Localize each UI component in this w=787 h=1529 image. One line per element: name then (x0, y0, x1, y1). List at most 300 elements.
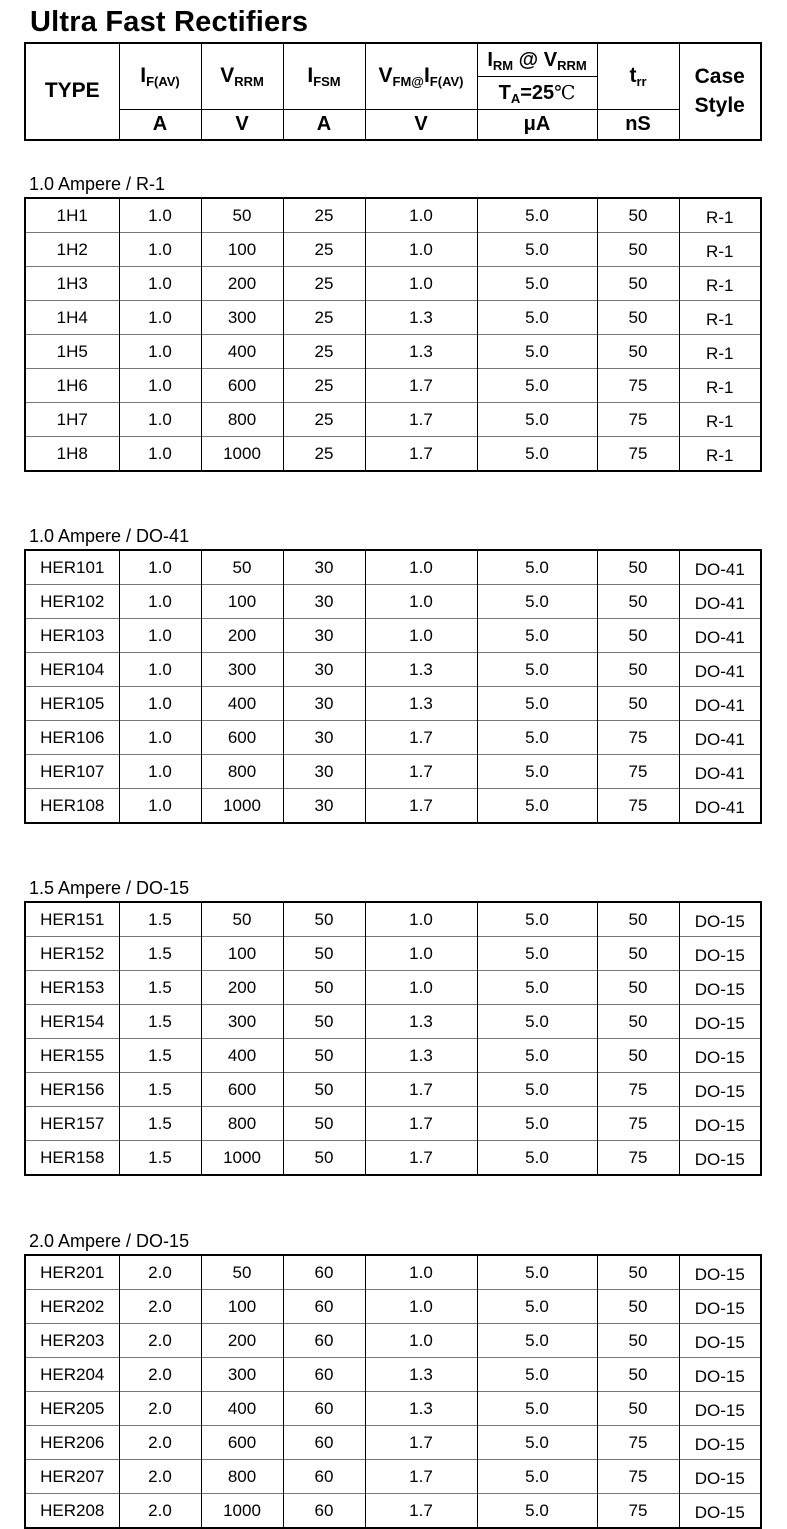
cell-type: HER152 (25, 937, 119, 971)
cell-type: 1H1 (25, 198, 119, 233)
header-trr: $t_{rr}$ (597, 43, 679, 110)
cell-if-av: 2.0 (119, 1494, 201, 1529)
cell-irm: 5.0 (477, 233, 597, 267)
cell-trr: 50 (597, 233, 679, 267)
cell-case-style: R-1 (679, 369, 761, 403)
cell-trr: 75 (597, 789, 679, 824)
cell-trr: 50 (597, 335, 679, 369)
table-row (25, 1324, 761, 1358)
cell-if-av: 1.0 (119, 721, 201, 755)
cell-vfm: 1.3 (365, 301, 477, 335)
cell-type: HER102 (25, 585, 119, 619)
rectifier-table (24, 549, 762, 824)
cell-case-style: DO-15 (679, 1392, 761, 1426)
cell-ifsm: 30 (283, 721, 365, 755)
cell-ifsm: 30 (283, 585, 365, 619)
cell-vfm: 1.0 (365, 902, 477, 937)
page-title: Ultra Fast Rectifiers (30, 6, 309, 38)
cell-type: 1H6 (25, 369, 119, 403)
table-row (25, 1392, 761, 1426)
cell-ifsm: 50 (283, 971, 365, 1005)
header-type: TYPE (25, 43, 119, 140)
cell-case-style: DO-41 (679, 687, 761, 721)
header-table (24, 42, 762, 141)
cell-ifsm: 30 (283, 789, 365, 824)
cell-vrrm: 300 (201, 653, 283, 687)
cell-case-style: DO-41 (679, 550, 761, 585)
cell-trr: 75 (597, 1426, 679, 1460)
cell-trr: 75 (597, 1141, 679, 1176)
table-row (25, 585, 761, 619)
cell-trr: 50 (597, 1358, 679, 1392)
cell-type: HER206 (25, 1426, 119, 1460)
cell-irm: 5.0 (477, 1290, 597, 1324)
table-row (25, 1107, 761, 1141)
cell-vrrm: 200 (201, 267, 283, 301)
cell-if-av: 2.0 (119, 1460, 201, 1494)
cell-trr: 50 (597, 653, 679, 687)
section-label: 1.0 Ampere / DO-41 (29, 526, 190, 546)
cell-irm: 5.0 (477, 437, 597, 472)
cell-ifsm: 50 (283, 1073, 365, 1107)
cell-vfm: 1.0 (365, 585, 477, 619)
cell-case-style: R-1 (679, 335, 761, 369)
cell-case-style: DO-15 (679, 1141, 761, 1176)
cell-vrrm: 50 (201, 1255, 283, 1290)
cell-vfm: 1.3 (365, 1392, 477, 1426)
table-row (25, 721, 761, 755)
cell-type: HER103 (25, 619, 119, 653)
table-row (25, 1005, 761, 1039)
cell-vrrm: 1000 (201, 789, 283, 824)
section-label: 1.5 Ampere / DO-15 (29, 878, 190, 898)
header-if-av: $I_{F(AV)}$ (119, 43, 201, 110)
cell-vfm: 1.3 (365, 1358, 477, 1392)
unit-cell: V (365, 110, 477, 140)
table-row (25, 198, 761, 233)
cell-vrrm: 600 (201, 1073, 283, 1107)
cell-ifsm: 30 (283, 687, 365, 721)
cell-trr: 75 (597, 755, 679, 789)
cell-ifsm: 60 (283, 1290, 365, 1324)
cell-irm: 5.0 (477, 1324, 597, 1358)
cell-irm: 5.0 (477, 1255, 597, 1290)
cell-case-style: DO-15 (679, 1290, 761, 1324)
cell-ifsm: 60 (283, 1255, 365, 1290)
cell-vfm: 1.0 (365, 267, 477, 301)
cell-vrrm: 100 (201, 1290, 283, 1324)
cell-case-style: DO-15 (679, 1324, 761, 1358)
cell-case-style: DO-15 (679, 1073, 761, 1107)
cell-case-style: R-1 (679, 233, 761, 267)
rectifier-table (24, 197, 762, 472)
cell-vrrm: 400 (201, 335, 283, 369)
cell-vfm: 1.0 (365, 619, 477, 653)
cell-trr: 75 (597, 403, 679, 437)
table-row (25, 971, 761, 1005)
cell-irm: 5.0 (477, 721, 597, 755)
cell-vrrm: 200 (201, 971, 283, 1005)
cell-irm: 5.0 (477, 653, 597, 687)
cell-type: HER105 (25, 687, 119, 721)
cell-if-av: 1.5 (119, 1005, 201, 1039)
cell-if-av: 1.0 (119, 789, 201, 824)
cell-trr: 50 (597, 1392, 679, 1426)
cell-vrrm: 800 (201, 755, 283, 789)
cell-if-av: 2.0 (119, 1324, 201, 1358)
cell-irm: 5.0 (477, 902, 597, 937)
table-row (25, 301, 761, 335)
cell-ifsm: 30 (283, 755, 365, 789)
table-row (25, 755, 761, 789)
cell-case-style: DO-15 (679, 1255, 761, 1290)
cell-vfm: 1.7 (365, 369, 477, 403)
cell-if-av: 1.0 (119, 233, 201, 267)
cell-type: HER201 (25, 1255, 119, 1290)
header-case-style: Case Style (679, 43, 761, 140)
cell-type: HER153 (25, 971, 119, 1005)
cell-irm: 5.0 (477, 1039, 597, 1073)
cell-vrrm: 200 (201, 1324, 283, 1358)
cell-case-style: DO-15 (679, 1005, 761, 1039)
cell-if-av: 1.0 (119, 687, 201, 721)
table-row (25, 1039, 761, 1073)
cell-type: HER104 (25, 653, 119, 687)
cell-if-av: 1.0 (119, 335, 201, 369)
cell-if-av: 1.0 (119, 267, 201, 301)
cell-trr: 75 (597, 1073, 679, 1107)
cell-vfm: 1.7 (365, 1460, 477, 1494)
cell-type: HER202 (25, 1290, 119, 1324)
cell-irm: 5.0 (477, 335, 597, 369)
cell-case-style: DO-41 (679, 653, 761, 687)
cell-irm: 5.0 (477, 267, 597, 301)
cell-irm: 5.0 (477, 755, 597, 789)
table-row (25, 1494, 761, 1529)
cell-if-av: 1.0 (119, 585, 201, 619)
cell-type: HER208 (25, 1494, 119, 1529)
cell-type: HER207 (25, 1460, 119, 1494)
cell-if-av: 1.0 (119, 619, 201, 653)
cell-irm: 5.0 (477, 1107, 597, 1141)
cell-vfm: 1.3 (365, 1005, 477, 1039)
cell-trr: 50 (597, 1290, 679, 1324)
cell-irm: 5.0 (477, 301, 597, 335)
cell-vfm: 1.0 (365, 1290, 477, 1324)
cell-irm: 5.0 (477, 1141, 597, 1176)
cell-vfm: 1.7 (365, 755, 477, 789)
cell-if-av: 2.0 (119, 1392, 201, 1426)
cell-trr: 50 (597, 937, 679, 971)
cell-ifsm: 25 (283, 403, 365, 437)
table-row (25, 403, 761, 437)
header-vfm: $V_{FM@}I_{F(AV)}$ (365, 43, 477, 110)
cell-case-style: DO-15 (679, 1039, 761, 1073)
cell-vrrm: 300 (201, 1005, 283, 1039)
cell-trr: 50 (597, 902, 679, 937)
cell-if-av: 2.0 (119, 1290, 201, 1324)
table-row (25, 619, 761, 653)
cell-if-av: 1.0 (119, 653, 201, 687)
cell-irm: 5.0 (477, 550, 597, 585)
table-row (25, 1141, 761, 1176)
cell-ifsm: 25 (283, 437, 365, 472)
cell-type: HER205 (25, 1392, 119, 1426)
cell-trr: 50 (597, 687, 679, 721)
cell-trr: 50 (597, 585, 679, 619)
cell-trr: 75 (597, 1107, 679, 1141)
cell-irm: 5.0 (477, 1358, 597, 1392)
cell-irm: 5.0 (477, 198, 597, 233)
cell-case-style: DO-41 (679, 755, 761, 789)
cell-case-style: DO-15 (679, 1358, 761, 1392)
cell-trr: 50 (597, 198, 679, 233)
cell-case-style: R-1 (679, 437, 761, 472)
cell-vrrm: 100 (201, 937, 283, 971)
cell-ifsm: 50 (283, 1005, 365, 1039)
cell-ifsm: 25 (283, 369, 365, 403)
cell-irm: 5.0 (477, 1426, 597, 1460)
cell-vrrm: 100 (201, 233, 283, 267)
cell-if-av: 1.0 (119, 755, 201, 789)
table-row (25, 902, 761, 937)
rectifier-table (24, 1254, 762, 1529)
cell-vfm: 1.7 (365, 1073, 477, 1107)
cell-case-style: R-1 (679, 403, 761, 437)
cell-case-style: DO-15 (679, 902, 761, 937)
cell-ifsm: 25 (283, 301, 365, 335)
cell-vfm: 1.0 (365, 1255, 477, 1290)
table-row (25, 550, 761, 585)
cell-vfm: 1.0 (365, 233, 477, 267)
cell-vrrm: 100 (201, 585, 283, 619)
cell-irm: 5.0 (477, 369, 597, 403)
cell-type: 1H7 (25, 403, 119, 437)
table-row (25, 1290, 761, 1324)
cell-vfm: 1.7 (365, 437, 477, 472)
cell-vfm: 1.7 (365, 1426, 477, 1460)
cell-if-av: 1.0 (119, 301, 201, 335)
cell-if-av: 2.0 (119, 1426, 201, 1460)
cell-ifsm: 60 (283, 1426, 365, 1460)
cell-if-av: 2.0 (119, 1358, 201, 1392)
cell-vrrm: 50 (201, 902, 283, 937)
cell-case-style: DO-41 (679, 789, 761, 824)
cell-vrrm: 300 (201, 301, 283, 335)
table-row (25, 1358, 761, 1392)
cell-if-av: 1.5 (119, 1039, 201, 1073)
cell-vfm: 1.7 (365, 789, 477, 824)
cell-type: HER203 (25, 1324, 119, 1358)
cell-trr: 50 (597, 619, 679, 653)
unit-cell: A (119, 110, 201, 140)
cell-if-av: 1.5 (119, 902, 201, 937)
table-row (25, 335, 761, 369)
cell-ifsm: 60 (283, 1324, 365, 1358)
cell-irm: 5.0 (477, 619, 597, 653)
header-ifsm: $I_{FSM}$ (283, 43, 365, 110)
cell-case-style: DO-15 (679, 1460, 761, 1494)
cell-irm: 5.0 (477, 937, 597, 971)
cell-trr: 75 (597, 1460, 679, 1494)
cell-vfm: 1.3 (365, 653, 477, 687)
cell-irm: 5.0 (477, 687, 597, 721)
cell-if-av: 1.5 (119, 1073, 201, 1107)
cell-vrrm: 600 (201, 369, 283, 403)
cell-vfm: 1.7 (365, 1494, 477, 1529)
cell-vrrm: 400 (201, 1392, 283, 1426)
table-row (25, 937, 761, 971)
cell-vrrm: 200 (201, 619, 283, 653)
cell-vfm: 1.7 (365, 403, 477, 437)
cell-trr: 50 (597, 301, 679, 335)
table-row (25, 1426, 761, 1460)
cell-trr: 50 (597, 1039, 679, 1073)
cell-trr: 75 (597, 369, 679, 403)
cell-vrrm: 600 (201, 1426, 283, 1460)
cell-if-av: 1.5 (119, 1107, 201, 1141)
cell-vrrm: 300 (201, 1358, 283, 1392)
unit-cell: A (283, 110, 365, 140)
cell-ifsm: 50 (283, 1039, 365, 1073)
cell-case-style: DO-15 (679, 1107, 761, 1141)
cell-vfm: 1.7 (365, 721, 477, 755)
cell-case-style: DO-41 (679, 585, 761, 619)
cell-ifsm: 60 (283, 1460, 365, 1494)
section-label: 2.0 Ampere / DO-15 (29, 1231, 190, 1251)
table-row (25, 789, 761, 824)
cell-trr: 75 (597, 437, 679, 472)
cell-vfm: 1.0 (365, 198, 477, 233)
cell-type: 1H3 (25, 267, 119, 301)
cell-type: HER107 (25, 755, 119, 789)
cell-trr: 50 (597, 550, 679, 585)
cell-type: 1H5 (25, 335, 119, 369)
cell-if-av: 1.5 (119, 1141, 201, 1176)
cell-trr: 50 (597, 1005, 679, 1039)
cell-type: 1H4 (25, 301, 119, 335)
cell-case-style: R-1 (679, 198, 761, 233)
cell-type: HER106 (25, 721, 119, 755)
cell-ifsm: 50 (283, 902, 365, 937)
table-row (25, 369, 761, 403)
cell-type: HER204 (25, 1358, 119, 1392)
cell-vfm: 1.7 (365, 1107, 477, 1141)
table-row (25, 653, 761, 687)
cell-vrrm: 800 (201, 1107, 283, 1141)
cell-trr: 75 (597, 721, 679, 755)
cell-case-style: R-1 (679, 267, 761, 301)
cell-type: HER151 (25, 902, 119, 937)
cell-vrrm: 800 (201, 1460, 283, 1494)
cell-if-av: 1.0 (119, 550, 201, 585)
cell-vrrm: 1000 (201, 1141, 283, 1176)
cell-if-av: 1.5 (119, 971, 201, 1005)
cell-vfm: 1.0 (365, 971, 477, 1005)
cell-trr: 50 (597, 1324, 679, 1358)
cell-ifsm: 60 (283, 1392, 365, 1426)
cell-type: 1H8 (25, 437, 119, 472)
cell-ifsm: 25 (283, 335, 365, 369)
cell-trr: 75 (597, 1494, 679, 1529)
cell-vfm: 1.3 (365, 687, 477, 721)
cell-type: HER155 (25, 1039, 119, 1073)
cell-ifsm: 25 (283, 267, 365, 301)
cell-type: HER157 (25, 1107, 119, 1141)
cell-case-style: DO-15 (679, 1494, 761, 1529)
cell-vrrm: 1000 (201, 437, 283, 472)
header-ta: $T_A=25℃$ (498, 82, 576, 106)
cell-if-av: 1.0 (119, 198, 201, 233)
cell-if-av: 2.0 (119, 1255, 201, 1290)
cell-irm: 5.0 (477, 1494, 597, 1529)
cell-type: HER154 (25, 1005, 119, 1039)
rectifier-table (24, 901, 762, 1176)
section-label: 1.0 Ampere / R-1 (29, 174, 166, 194)
cell-type: HER101 (25, 550, 119, 585)
cell-irm: 5.0 (477, 403, 597, 437)
table-row (25, 1073, 761, 1107)
cell-irm: 5.0 (477, 585, 597, 619)
cell-type: HER158 (25, 1141, 119, 1176)
cell-irm: 5.0 (477, 1392, 597, 1426)
unit-cell: V (201, 110, 283, 140)
cell-case-style: DO-15 (679, 1426, 761, 1460)
cell-irm: 5.0 (477, 1005, 597, 1039)
cell-case-style: DO-41 (679, 721, 761, 755)
table-row (25, 437, 761, 472)
cell-ifsm: 50 (283, 937, 365, 971)
cell-ifsm: 60 (283, 1494, 365, 1529)
cell-case-style: DO-15 (679, 937, 761, 971)
cell-irm: 5.0 (477, 1460, 597, 1494)
cell-ifsm: 50 (283, 1107, 365, 1141)
cell-vfm: 1.0 (365, 937, 477, 971)
cell-ifsm: 25 (283, 198, 365, 233)
cell-ifsm: 50 (283, 1141, 365, 1176)
table-row (25, 1460, 761, 1494)
table-row (25, 1255, 761, 1290)
cell-if-av: 1.0 (119, 369, 201, 403)
cell-vrrm: 1000 (201, 1494, 283, 1529)
header-irm: $I_{RM}$ @ $V_{RRM}$ $T_A=25℃$ (477, 43, 597, 110)
cell-vrrm: 600 (201, 721, 283, 755)
cell-ifsm: 25 (283, 233, 365, 267)
cell-trr: 50 (597, 1255, 679, 1290)
cell-if-av: 1.0 (119, 403, 201, 437)
table-row (25, 267, 761, 301)
cell-vfm: 1.3 (365, 335, 477, 369)
unit-cell: μA (477, 110, 597, 140)
cell-vfm: 1.0 (365, 550, 477, 585)
unit-cell: nS (597, 110, 679, 140)
cell-if-av: 1.0 (119, 437, 201, 472)
table-row (25, 233, 761, 267)
cell-ifsm: 60 (283, 1358, 365, 1392)
cell-vrrm: 800 (201, 403, 283, 437)
cell-ifsm: 30 (283, 550, 365, 585)
cell-vrrm: 50 (201, 198, 283, 233)
header-vrrm: $V_{RRM}$ (201, 43, 283, 110)
cell-vrrm: 400 (201, 687, 283, 721)
cell-trr: 50 (597, 267, 679, 301)
cell-type: HER108 (25, 789, 119, 824)
cell-case-style: DO-41 (679, 619, 761, 653)
cell-ifsm: 30 (283, 619, 365, 653)
cell-vfm: 1.0 (365, 1324, 477, 1358)
cell-ifsm: 30 (283, 653, 365, 687)
cell-vrrm: 50 (201, 550, 283, 585)
